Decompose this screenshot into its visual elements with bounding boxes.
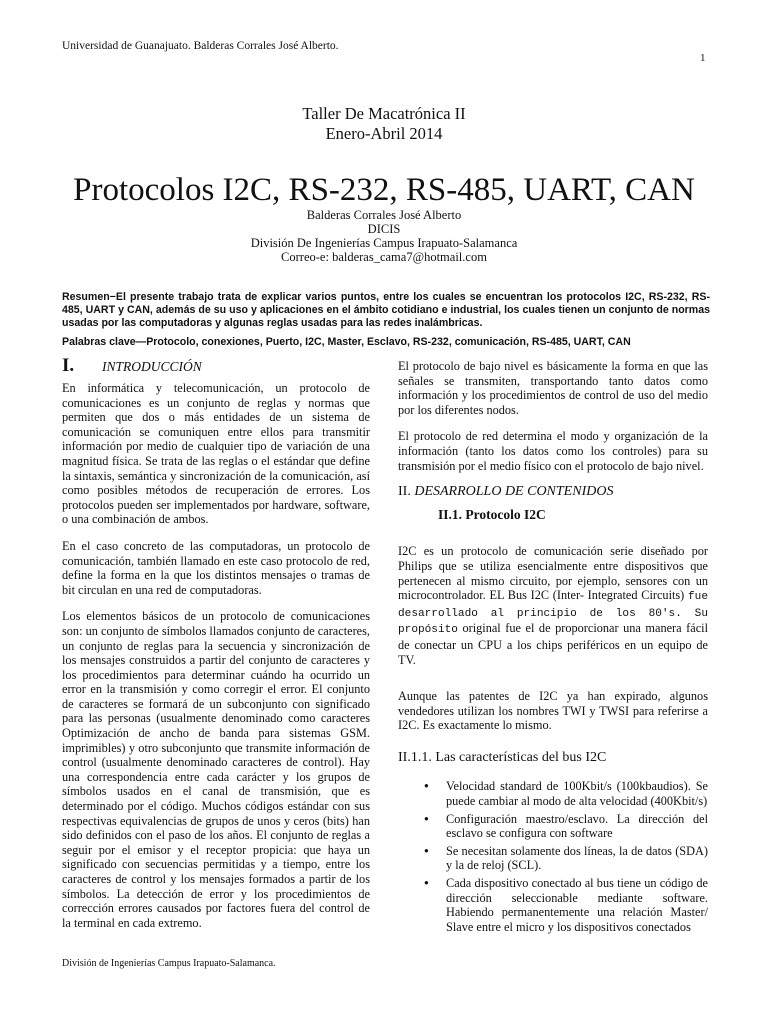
running-header: Universidad de Guanajuato. Balderas Corrales José Alberto. <box>62 40 339 52</box>
i2c-paragraph-1 <box>398 544 708 667</box>
low-level-protocol-paragraph: El protocolo de bajo nivel es básicamente la forma en que las señales se transmiten, transportando tanto datos como información y los procedimientos de control de uso del medio por los diferentes nodos. <box>398 359 708 417</box>
network-protocol-paragraph: El protocolo de red determina el modo y organización de la información (tanto los datos como los controles) para su transmisión por el medio físico con el protocolo de bajo nivel. <box>398 429 708 473</box>
section-number: II. <box>398 484 411 500</box>
keywords: Palabras clave—Protocolo, conexiones, Puerto, I2C, Master, Esclavo, RS-232, comunicación, RS-485, UART, CAN <box>62 336 631 348</box>
i2c-paragraph-2: Aunque las patentes de I2C ya han expirado, algunos vendedores utilizan los nombres TWI y TWSI para referirse a I2C. Es exactamente lo mismo. <box>398 689 708 733</box>
subsection-heading-i2c: II.1. Protocolo I2C <box>438 506 546 522</box>
course-name: Taller De Macatrónica II <box>302 104 466 123</box>
section-heading-development <box>398 485 708 500</box>
author-name: Balderas Corrales José Alberto <box>306 208 462 222</box>
section-title: DESARROLLO DE CONTENIDOS <box>414 484 614 500</box>
footer: División de Ingenierías Campus Irapuato-Salamanca. <box>62 958 276 969</box>
abstract: Resumen−El presente trabajo trata de explicar varios puntos, entre los cuales se encuentran los protocolos I2C, RS-232, RS-485, UART y CAN, además de su uso y aplicaciones en el ámbito cotidiano e industrial, los cuales tienen un conjunto de normas usadas por las computadoras y algunas reglas usadas para las redes inalámbricas. <box>62 291 710 329</box>
author-email: Correo-e: balderas_cama7@hotmail.com <box>281 250 487 264</box>
list-item: ● Velocidad standard de 100Kbit/s (100kbaudios). Se puede cambiar al modo de alta velocidad (400Kbit/s) <box>398 779 708 808</box>
right-column <box>398 359 708 937</box>
paper-title: Protocolos I2C, RS-232, RS-485, UART, CAN <box>73 172 695 208</box>
page-number: 1 <box>700 52 706 64</box>
left-column <box>62 355 370 942</box>
i2c-text-a: I2C es un protocolo de comunicación serie diseñado por Philips que se utiliza esencialmente entre dispositivos que pertenecen al mismo circuito, por ejemplo, sensores con un microcontrolador. EL Bus I2C (Inter- Integrated Circuits) <box>398 544 708 603</box>
features-list <box>398 779 708 934</box>
section-number: I. <box>62 355 75 376</box>
author-division: División De Ingenierías Campus Irapuato-Salamanca <box>250 236 518 250</box>
i2c-text-mono: fue desarrollado al principio de los 80's. Su propósito <box>398 591 708 637</box>
intro-paragraph-2: En el caso concreto de las computadoras, un protocolo de comunicación, también llamado en este caso protocolo de red, define la forma en la que los distintos mensajes o tramas de bit circulan en una red de computadoras. <box>62 538 370 597</box>
i2c-text-b: original fue el de proporcionar una manera fácil de conectar un CPU a los chips periféricos en un equipo de TV. <box>398 621 708 667</box>
list-item: ● Cada dispositivo conectado al bus tiene un código de dirección seleccionable mediante software. Habiendo permanentemente una relación Master/ Slave entre el micro y los dispositivos conectados <box>398 876 708 934</box>
intro-paragraph-3: Los elementos básicos de un protocolo de comunicaciones son: un conjunto de símbolos llamados conjunto de caracteres, un conjunto de reglas para la secuencia y sincronización de los mensajes construidos a partir del conjunto de caracteres y los procedimientos para determinar cuándo ha ocurrido un error en la transmisión y como corregir el error. El conjunto de caracteres se formará de un subconjunto con significado para las personas (usualmente denominado como caracteres Optimización de ancho de banda para sistemas GSM. imprimibles) y otro subconjunto que transmite información de control (usualmente denominado caracteres de control). Hay una correspondencia entre cada carácter y los grupos de símbolos usados en el canal de transmisión, que es determinado por el código. Muchos códigos estándar con sus respectivas equivalencias de grupos de unos y ceros (bits) han sido definidos con el paso de los años. El conjunto de reglas a seguir por el emisor y el receptor propicia: que haya un significado con secuencias permitidas y a tiempo, entre los caracteres de control y los mensajes formados a partir de los símbolos. La detección de error y los procedimientos de corrección errores causados por factores fuera del control de la terminal en cada extremo. <box>62 609 370 930</box>
course-term: Enero-Abril 2014 <box>325 124 443 143</box>
author-dept: DICIS <box>367 222 401 236</box>
intro-paragraph-1: En informática y telecomunicación, un protocolo de comunicaciones es un conjunto de reglas y normas que permiten que dos o más entidades de un sistema de comunicación se comuniquen entre ellos para transmitir información por medio de cualquier tipo de variación de una magnitud física. Se trata de las reglas o el estándar que define la sintaxis, semántica y sincronización de la comunicación, así como posibles métodos de recuperación de errores. Los protocolos pueden ser implementados por hardware, software, o una combinación de ambos. <box>62 381 370 527</box>
list-item: ● Configuración maestro/esclavo. La dirección del esclavo se configura con software <box>398 812 708 841</box>
section-heading-intro <box>62 355 370 381</box>
subsubsection-heading-features: II.1.1. Las características del bus I2C <box>398 749 607 765</box>
list-item: ● Se necesitan solamente dos líneas, la de datos (SDA) y la de reloj (SCL). <box>398 844 708 873</box>
section-title: INTRODUCCIÓN <box>102 359 202 374</box>
